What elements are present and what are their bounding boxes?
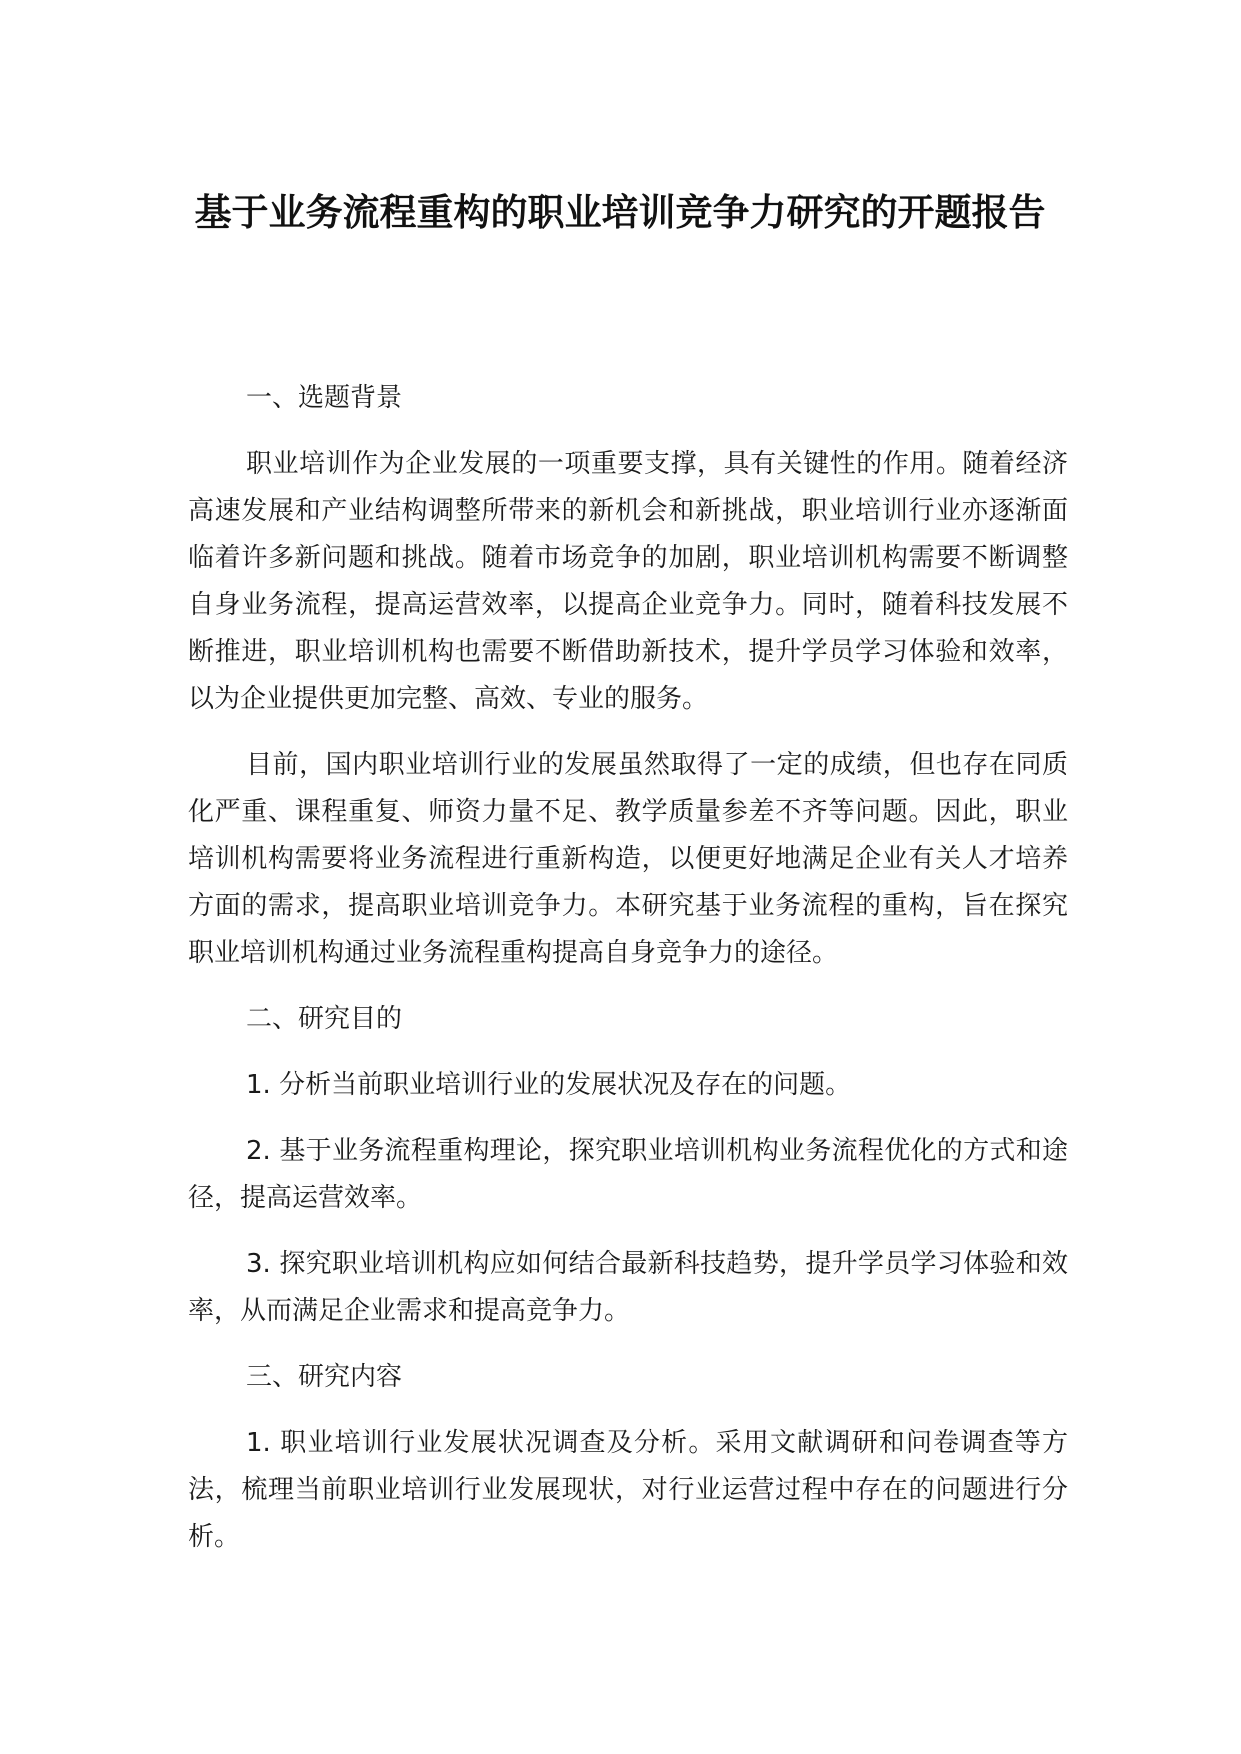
content-item-1: 1. 职业培训行业发展状况调查及分析。采用文献调研和问卷调查等方法，梳理当前职业培训行业发展现状，对行业运营过程中存在的问题进行分析。: [188, 1428, 1068, 1552]
paragraph-background-1: 职业培训作为企业发展的一项重要支撑，具有关键性的作用。随着经济高速发展和产业结构调整所带来的新机会和新挑战，职业培训行业亦逐渐面临着许多新问题和挑战。随着市场竞争的加剧，职业培训机构需要不断调整自身业务流程，提高运营效率，以提高企业竞争力。同时，随着科技发展不断推进，职业培训机构也需要不断借助新技术，提升学员学习体验和效率，以为企业提供更加完整、高效、专业的服务。: [188, 449, 1068, 714]
section-heading-content: 三、研究内容: [246, 1362, 403, 1392]
purpose-item-3: 3. 探究职业培训机构应如何结合最新科技趋势，提升学员学习体验和效率，从而满足企业需求和提高竞争力。: [188, 1249, 1068, 1326]
section-heading-purpose: 二、研究目的: [246, 1004, 403, 1034]
document-title: 基于业务流程重构的职业培训竞争力研究的开题报告: [194, 191, 1046, 234]
paragraph-background-2: 目前，国内职业培训行业的发展虽然取得了一定的成绩，但也存在同质化严重、课程重复、师资力量不足、教学质量参差不齐等问题。因此，职业培训机构需要将业务流程进行重新构造，以便更好地满足企业有关人才培养方面的需求，提高职业培训竞争力。本研究基于业务流程的重构，旨在探究职业培训机构通过业务流程重构提高自身竞争力的途径。: [188, 750, 1068, 968]
purpose-item-1: 1. 分析当前职业培训行业的发展状况及存在的问题。: [246, 1070, 852, 1100]
document-body: [188, 375, 1068, 1580]
purpose-item-2: 2. 基于业务流程重构理论，探究职业培训机构业务流程优化的方式和途径，提高运营效率。: [188, 1136, 1068, 1213]
section-heading-background: 一、选题背景: [246, 383, 403, 413]
